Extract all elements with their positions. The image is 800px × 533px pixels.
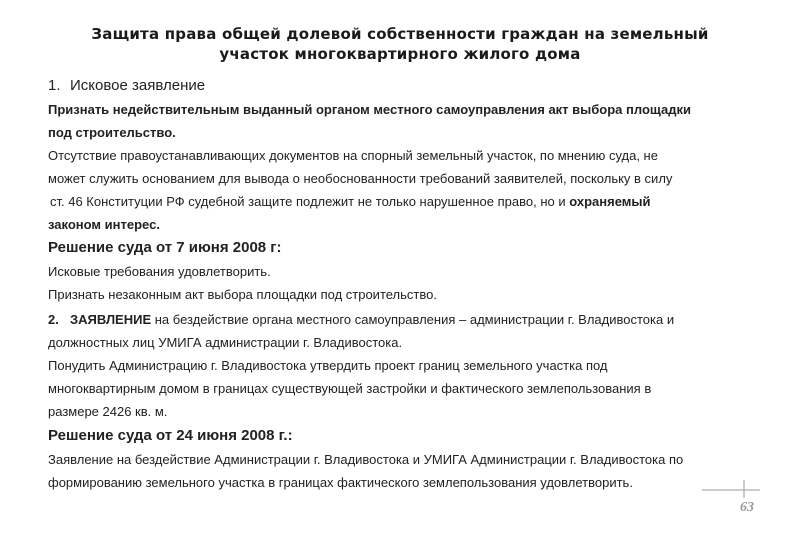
decision-2-line-1: Заявление на бездействие Администрации г. Владивостока и УМИГА Администрации г. Владивостока по xyxy=(48,452,684,467)
section-2-line-3: Понудить Администрацию г. Владивостока утвердить проект границ земельного участка под xyxy=(48,358,608,373)
section-1-text-line-1: Отсутствие правоустанавливающих документов на спорный земельный участок, по мнению суда, не xyxy=(48,148,658,163)
section-1-number: 1. xyxy=(48,77,61,94)
section-1-heading xyxy=(48,76,205,96)
decision-1-line-2: Признать незаконным акт выбора площадки под строительство. xyxy=(48,287,437,302)
section-1-text-line-3-regular: ст. 46 Конституции РФ судебной защите подлежит не только нарушенное право, но и xyxy=(50,194,570,209)
section-1-claim-line-2: под строительство. xyxy=(48,125,176,140)
section-2-line-5: размере 2426 кв. м. xyxy=(48,404,168,419)
section-1-text-line-2: может служить основанием для вывода о необоснованности требований заявителей, поскольку в силу xyxy=(48,171,673,186)
section-2-line-1-rest: на бездействие органа местного самоуправления – администрации г. Владивостока и xyxy=(151,312,675,327)
section-1-text-line-4: законом интерес. xyxy=(48,217,160,232)
section-1-heading-text: Исковое заявление xyxy=(70,77,206,94)
section-2-line-1 xyxy=(48,311,674,329)
section-1-claim-line-1: Признать недействительным выданный органом местного самоуправления акт выбора площадки xyxy=(48,102,691,117)
slide-title-line-1: Защита права общей долевой собственности граждан на земельный xyxy=(91,25,709,43)
slide-title-line-2: участок многоквартирного жилого дома xyxy=(219,45,581,63)
decision-1-heading: Решение суда от 7 июня 2008 г: xyxy=(48,239,282,256)
section-2-number: 2. xyxy=(48,312,59,327)
section-1-text-line-3 xyxy=(50,193,650,211)
section-2-label: ЗАЯВЛЕНИЕ xyxy=(70,312,152,327)
section-1-text-line-3-bold: охраняемый xyxy=(569,194,651,209)
section-2-line-4: многоквартирным домом в границах существующей застройки и фактического землепользования в xyxy=(48,381,652,396)
page-number: 63 xyxy=(740,500,754,515)
decision-2-heading: Решение суда от 24 июня 2008 г.: xyxy=(48,427,293,444)
decision-2-line-2: формированию земельного участка в границах фактического землепользования удовлетворить. xyxy=(48,475,633,490)
section-2-line-2: должностных лиц УМИГА администрации г. Владивостока. xyxy=(48,335,403,350)
decision-1-line-1: Исковые требования удовлетворить. xyxy=(48,264,271,279)
slide-title xyxy=(40,24,760,64)
